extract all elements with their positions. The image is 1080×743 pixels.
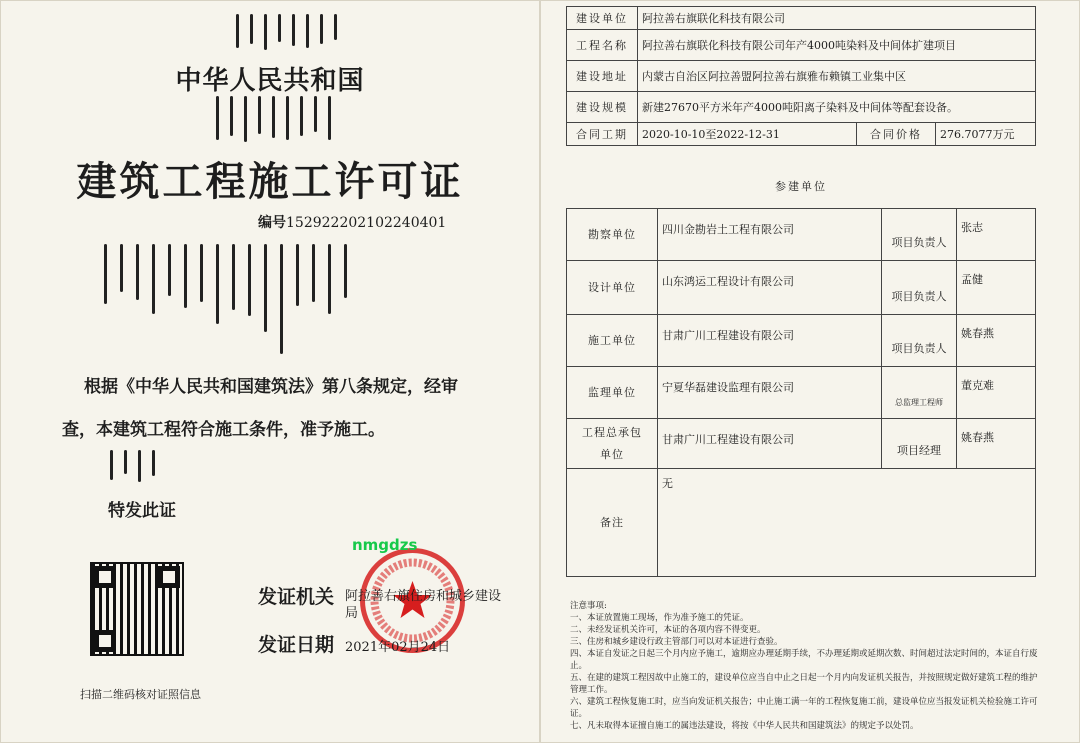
contract-period-label: 合同工期 <box>567 123 638 146</box>
info-label: 工程名称 <box>567 30 638 61</box>
unit-person: 姚春燕 <box>957 315 1036 367</box>
qr-code-icon[interactable] <box>90 562 184 656</box>
info-value: 阿拉善右旗联化科技有限公司 <box>638 7 1036 30</box>
info-label: 建设单位 <box>567 7 638 30</box>
table-row <box>567 419 1036 469</box>
certificate-number-value: 152922202102240401 <box>286 215 447 231</box>
notes-section <box>570 600 1038 732</box>
certificate-number-label: 编号 <box>258 215 286 231</box>
country-name: 中华人民共和国 <box>175 66 365 96</box>
table-row <box>567 92 1036 123</box>
unit-type-label: 设计单位 <box>567 261 658 315</box>
unit-type-label: 勘察单位 <box>567 209 658 261</box>
unit-name: 甘肃广川工程建设有限公司 <box>658 315 882 367</box>
note-item: 五、在建的建筑工程因故中止施工的，建设单位应当自中止之日起一个月内向发证机关报告，并按照规定做好建筑工程的维护管理工作。 <box>570 673 1038 695</box>
project-info-table <box>566 6 1036 146</box>
note-item: 二、未经发证机关许可，本证的各项内容不得变更。 <box>570 625 766 635</box>
unit-person: 孟健 <box>957 261 1036 315</box>
notes-title: 注意事项: <box>570 601 607 611</box>
table-row <box>567 469 1036 577</box>
participants-title: 参建单位 <box>775 180 827 193</box>
issuer-value: 阿拉善右旗住房和城乡建设局 <box>345 589 502 621</box>
issuer-label: 发证机关 <box>258 586 335 608</box>
table-row <box>567 261 1036 315</box>
participants-table <box>566 208 1036 577</box>
unit-type-label: 施工单位 <box>567 315 658 367</box>
permit-basis-text: 根据《中华人民共和国建筑法》第八条规定，经审查，本建筑工程符合施工条件，准予施工。 <box>62 377 458 440</box>
unit-role: 项目负责人 <box>882 209 957 261</box>
note-item: 六、建筑工程恢复施工时，应当向发证机关报告；中止施工满一年的工程恢复施工前，建设单位应当报发证机关检验施工许可证。 <box>570 697 1038 719</box>
unit-name: 甘肃广川工程建设有限公司 <box>658 419 882 469</box>
note-item: 七、凡未取得本证擅自施工的属违法建设，将按《中华人民共和国建筑法》的规定予以处罚。 <box>570 721 919 731</box>
unit-name: 四川金勘岩土工程有限公司 <box>658 209 882 261</box>
note-item: 一、本证放置施工现场，作为准予施工的凭证。 <box>570 613 749 623</box>
contract-period-value: 2020-10-10至2022-12-31 <box>638 123 857 146</box>
table-row <box>567 61 1036 92</box>
contract-price-label: 合同价格 <box>857 123 936 146</box>
table-row <box>567 367 1036 419</box>
mongolian-script-title <box>216 96 331 142</box>
mongolian-script-basis <box>104 244 347 354</box>
unit-type-label: 工程总承包单位 <box>567 419 658 469</box>
unit-person: 董克难 <box>957 367 1036 419</box>
certificate-number <box>258 212 446 232</box>
qr-caption: 扫描二维码核对证照信息 <box>80 688 201 701</box>
table-row <box>567 315 1036 367</box>
table-row <box>567 209 1036 261</box>
unit-role: 项目负责人 <box>882 315 957 367</box>
unit-role: 总监理工程师 <box>882 367 957 419</box>
unit-role: 项目经理 <box>882 419 957 469</box>
unit-person: 姚春燕 <box>957 419 1036 469</box>
certificate-title: 建筑工程施工许可证 <box>76 158 464 205</box>
special-issue-text: 特发此证 <box>108 501 176 521</box>
mongolian-script-country <box>236 14 337 50</box>
info-value: 阿拉善右旗联化科技有限公司年产4000吨染料及中间体扩建项目 <box>638 30 1036 61</box>
unit-type-label: 监理单位 <box>567 367 658 419</box>
issue-date-value: 2021年02月24日 <box>345 640 451 655</box>
mongolian-script-special <box>110 450 155 482</box>
contract-price-value: 276.7077万元 <box>936 123 1036 146</box>
unit-person: 张志 <box>957 209 1036 261</box>
info-value: 内蒙古自治区阿拉善盟阿拉善右旗雅布赖镇工业集中区 <box>638 61 1036 92</box>
note-item: 四、本证自发证之日起三个月内应予施工，逾期应办理延期手续，不办理延期或延期次数、时间超过法定时间的，本证自行废止。 <box>570 649 1038 671</box>
table-row <box>567 7 1036 30</box>
unit-name: 宁夏华磊建设监理有限公司 <box>658 367 882 419</box>
info-value: 新建27670平方米年产4000吨阳离子染料及中间体等配套设备。 <box>638 92 1036 123</box>
unit-role: 项目负责人 <box>882 261 957 315</box>
info-label: 建设规模 <box>567 92 638 123</box>
remarks-label: 备注 <box>567 469 658 577</box>
issue-date-label: 发证日期 <box>258 634 335 656</box>
remarks-value: 无 <box>658 469 1036 577</box>
watermark-text: nmgdzs <box>352 536 418 554</box>
table-row <box>567 30 1036 61</box>
table-row <box>567 123 1036 146</box>
unit-name: 山东鸿运工程设计有限公司 <box>658 261 882 315</box>
info-label: 建设地址 <box>567 61 638 92</box>
note-item: 三、住房和城乡建设行政主管部门可以对本证进行查验。 <box>570 637 783 647</box>
